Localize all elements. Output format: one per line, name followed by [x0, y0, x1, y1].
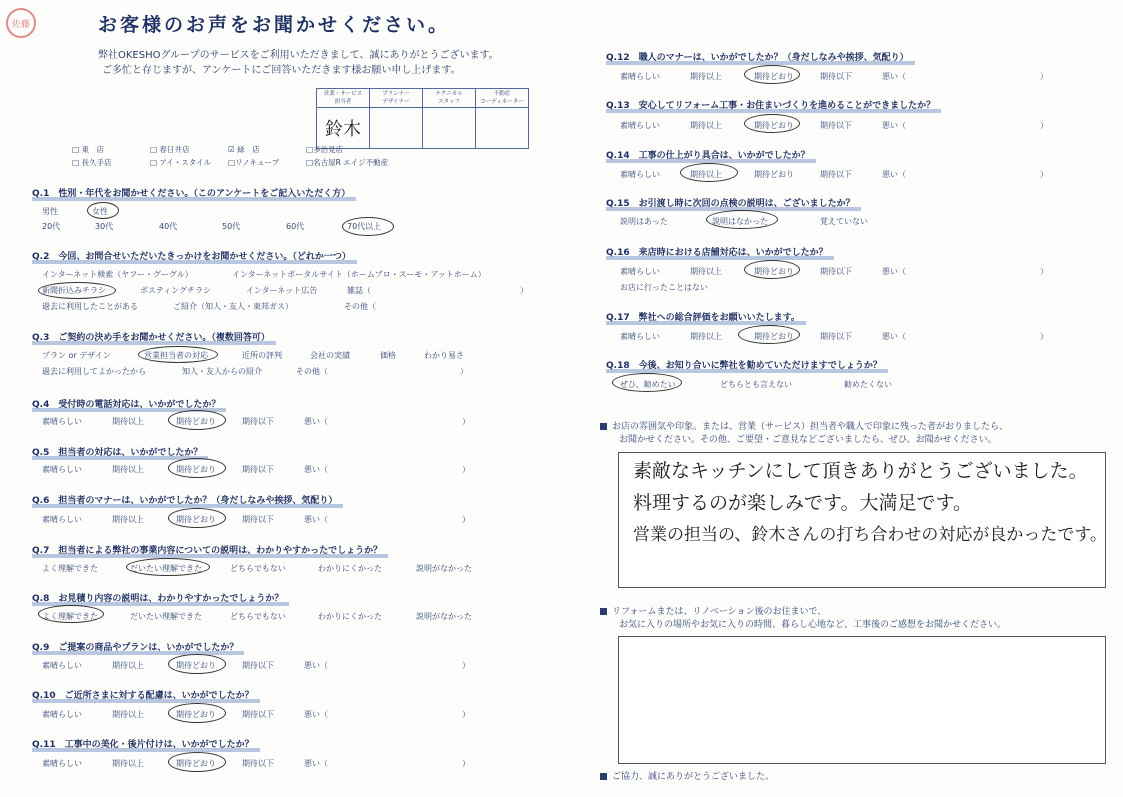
question-q1: Q.1 性別・年代をお聞かせください。（このアンケートをご記入いただく方）: [32, 186, 350, 199]
understanding-option[interactable]: わかりにくかった: [318, 612, 382, 621]
q12-options: [620, 71, 1050, 83]
scale-close: ）: [462, 759, 470, 768]
q18-option[interactable]: 勧めたくない: [844, 380, 892, 389]
answer-circle: [612, 373, 682, 392]
question-q2: Q.2 今回、お問合せいただいたきっかけをお聞かせください。（どれか一つ）: [32, 249, 351, 262]
scale-option[interactable]: 素晴らしい: [42, 465, 82, 474]
scale-close: ）: [462, 417, 470, 426]
scale-option[interactable]: 期待どおり: [176, 417, 216, 426]
answer-circle: [706, 210, 778, 229]
seal-stamp: 佐藤: [6, 8, 36, 38]
q8-options: [42, 611, 482, 623]
scale-option[interactable]: 素晴らしい: [42, 661, 82, 670]
staff-header: テクニカル スタッフ: [423, 89, 476, 108]
q2-option[interactable]: インターネット検索（ヤフー・グーグル）: [42, 270, 193, 279]
scale-option[interactable]: 期待以上: [690, 332, 722, 341]
question-q16: Q.16 来店時における店舗対応は、いかがでしたか？: [606, 245, 828, 258]
scale-option[interactable]: 悪い（: [304, 515, 328, 524]
q2-options: [42, 269, 542, 314]
store-option[interactable]: □ 東 店: [72, 145, 104, 154]
scale-option[interactable]: 期待どおり: [176, 661, 216, 670]
section-marker: [600, 608, 607, 615]
question-q18: Q.18 今後、お知り合いに弊社を勧めていただけますでしょうか？: [606, 358, 882, 371]
answer-circle: [168, 703, 226, 723]
store-option[interactable]: □多治見店: [306, 145, 344, 154]
q11-options: [42, 758, 472, 770]
question-q6: Q.6 担当者のマナーは、いかがでしたか？（身だしなみや挨拶、気配り）: [32, 493, 337, 506]
q3-option[interactable]: 会社の実績: [310, 351, 350, 360]
question-q3: Q.3 ご契約の決め手をお聞かせください。（複数回答可）: [32, 330, 270, 343]
scale-close: ）: [462, 710, 470, 719]
q3-option[interactable]: わかり易さ: [424, 351, 464, 360]
answer-circle: [87, 202, 119, 219]
scale-option[interactable]: 素晴らしい: [620, 72, 660, 81]
scale-option[interactable]: 期待以下: [820, 170, 852, 179]
scale-option[interactable]: 悪い（: [304, 759, 328, 768]
intro-line: 弊社OKESHOグループのサービスをご利用いただきまして、誠にありがとうございます。: [98, 50, 499, 61]
scale-option[interactable]: 期待以上: [112, 417, 144, 426]
scale-option[interactable]: 期待以上: [112, 710, 144, 719]
scale-option[interactable]: 素晴らしい: [42, 710, 82, 719]
understanding-option[interactable]: どちらでもない: [230, 612, 286, 621]
scale-option[interactable]: 素晴らしい: [620, 332, 660, 341]
question-q15: Q.15 お引渡し時に次回の点検の説明は、ございましたか？: [606, 196, 855, 209]
scale-close: ）: [1040, 332, 1048, 341]
q2-option[interactable]: ポスティングチラシ: [140, 286, 212, 295]
scale-option[interactable]: 期待どおり: [754, 267, 794, 276]
q3-option[interactable]: 価格: [380, 351, 396, 360]
answer-circle: [168, 508, 226, 528]
staff-header: プランナー デザイナー: [370, 89, 423, 108]
scale-option[interactable]: 素晴らしい: [42, 759, 82, 768]
scale-close: ）: [462, 515, 470, 524]
scale-option[interactable]: 悪い（: [304, 710, 328, 719]
question-q10: Q.10 ご近所さまに対する配慮は、いかがでしたか？: [32, 688, 254, 701]
scale-option[interactable]: 期待以下: [242, 515, 274, 524]
prompt-line: お店の雰囲気や印象。または、営業（サービス）担当者や職人で印象に残った者がおりましたら、: [612, 422, 1009, 432]
answer-circle: [744, 65, 800, 84]
scale-option[interactable]: 素晴らしい: [42, 515, 82, 524]
question-q4: Q.4 受付時の電話対応は、いかがでしたか？: [32, 397, 220, 410]
understanding-option[interactable]: どちらでもない: [230, 564, 286, 573]
q2-option[interactable]: その他（: [344, 302, 376, 311]
q1-age-60[interactable]: 60代: [286, 222, 305, 231]
q3-option[interactable]: 近所の評判: [242, 351, 282, 360]
answer-circle: [168, 458, 226, 478]
q2-option[interactable]: ご紹介（知人・友人・東邦ガス）: [173, 302, 293, 311]
q16-options: [620, 266, 1050, 278]
scale-option[interactable]: 期待以上: [690, 72, 722, 81]
q3-option[interactable]: その他（: [296, 367, 328, 376]
scale-option[interactable]: 期待以下: [242, 759, 274, 768]
scale-option[interactable]: 期待以下: [242, 710, 274, 719]
q3-option: ）: [460, 367, 468, 376]
q1-male[interactable]: 男性: [42, 207, 58, 216]
scale-option[interactable]: 悪い（: [304, 661, 328, 670]
answer-circle: [38, 282, 116, 299]
q5-options: [42, 464, 472, 476]
comment1-textarea[interactable]: [618, 452, 1106, 588]
scale-option[interactable]: 期待どおり: [754, 72, 794, 81]
understanding-option[interactable]: だいたい理解できた: [130, 564, 202, 573]
q9-options: [42, 660, 472, 672]
understanding-option[interactable]: よく理解できた: [42, 564, 98, 573]
q1-age-20[interactable]: 20代: [42, 222, 61, 231]
scale-close: ）: [1040, 267, 1048, 276]
understanding-option[interactable]: 説明がなかった: [416, 612, 472, 621]
question-q5: Q.5 担当者の対応は、いかがでしたか？: [32, 445, 202, 458]
answer-circle: [168, 410, 226, 430]
q2-option: ）: [520, 286, 528, 295]
answer-circle: [738, 325, 800, 344]
footer-text: ご協力、誠にありがとうございました。: [612, 772, 775, 782]
q3-option[interactable]: 営業担当者の対応: [144, 351, 208, 360]
comment1-prompt: [600, 421, 1008, 447]
scale-option[interactable]: 期待どおり: [176, 710, 216, 719]
answer-circle: [744, 114, 800, 133]
q18-option[interactable]: ぜひ、勧めたい: [620, 380, 676, 389]
scale-option[interactable]: 期待以上: [112, 465, 144, 474]
understanding-option[interactable]: 説明がなかった: [416, 564, 472, 573]
scale-option[interactable]: 素晴らしい: [620, 121, 660, 130]
staff-value-tech[interactable]: [423, 108, 476, 149]
q15-option[interactable]: 覚えていない: [820, 217, 868, 226]
intro-line: ご多忙と存じますが、アンケートにご回答いただきます様お願い申し上げます。: [102, 65, 461, 76]
q2-option[interactable]: 雑誌（: [347, 286, 371, 295]
question-q13: Q.13 安心してリフォーム工事・お住まいづくりを進めることができましたか？: [606, 98, 935, 111]
store-option[interactable]: □名古屋R エイジ不動産: [306, 158, 389, 167]
scale-close: ）: [462, 661, 470, 670]
scale-option[interactable]: 期待以下: [242, 417, 274, 426]
scale-option[interactable]: 悪い（: [882, 332, 906, 341]
q13-options: [620, 120, 1050, 132]
answer-circle: [744, 260, 800, 279]
question-q7: Q.7 担当者による弊社の事業内容についての説明は、わかりやすかったでしょうか？: [32, 543, 382, 556]
q3-option[interactable]: 知人・友人からの紹介: [182, 367, 262, 376]
question-q8: Q.8 お見積り内容の説明は、わかりやすかったでしょうか？: [32, 591, 283, 604]
store-option[interactable]: ☑ 緑 店: [228, 145, 260, 154]
scale-option[interactable]: 期待以下: [242, 661, 274, 670]
section-marker: [600, 423, 607, 430]
q2-option[interactable]: 新聞折込みチラシ: [42, 286, 106, 295]
q2-option[interactable]: インターネット広告: [246, 286, 318, 295]
q6-options: [42, 514, 472, 526]
scale-close: ）: [1040, 72, 1048, 81]
answer-circle: [126, 558, 210, 576]
prompt-line: お聞かせください。その他、ご要望・ご意見などございましたら、ぜひ、お聞かせください。: [619, 435, 997, 445]
scale-close: ）: [462, 465, 470, 474]
q3-option[interactable]: プラン or デザイン: [42, 351, 111, 360]
scale-option[interactable]: 悪い（: [882, 72, 906, 81]
q7-options: [42, 563, 482, 575]
answer-circle: [38, 605, 104, 623]
scale-option[interactable]: 素晴らしい: [620, 267, 660, 276]
answer-circle: [168, 654, 226, 674]
scale-option[interactable]: 素晴らしい: [620, 170, 660, 179]
scale-option[interactable]: 期待以上: [112, 661, 144, 670]
q3-option[interactable]: 過去に利用してよかったから: [42, 367, 146, 376]
scale-option[interactable]: 悪い（: [882, 170, 906, 179]
q4-options: [42, 416, 472, 428]
q2-option[interactable]: インターネットポータルサイト（ホームプロ・スーモ・アットホーム）: [232, 270, 486, 279]
store-option[interactable]: □ アイ・スタイル: [150, 158, 212, 167]
scale-option[interactable]: 期待以下: [820, 267, 852, 276]
q1-age-70[interactable]: 70代以上: [347, 222, 382, 231]
scale-option[interactable]: 悪い（: [882, 121, 906, 130]
scale-option[interactable]: 期待以下: [820, 332, 852, 341]
answer-circle: [342, 217, 394, 236]
handwritten-comment: [633, 455, 1107, 551]
q1-female[interactable]: 女性: [92, 207, 108, 216]
scale-option[interactable]: 悪い（: [304, 465, 328, 474]
section-marker: [600, 773, 607, 780]
page-title: お客様のお声をお聞かせください。: [98, 14, 451, 36]
understanding-option[interactable]: よく理解できた: [42, 612, 98, 621]
store-option[interactable]: □ 長久手店: [72, 158, 112, 167]
scale-option[interactable]: 期待以上: [690, 170, 722, 179]
answer-circle: [680, 163, 738, 182]
scale-option[interactable]: 素晴らしい: [42, 417, 82, 426]
scale-close: ）: [1040, 170, 1048, 179]
answer-circle: [168, 752, 226, 772]
question-q9: Q.9 ご提案の商品やプランは、いかがでしたか？: [32, 640, 238, 653]
question-q14: Q.14 工事の仕上がり具合は、いかがでしたか？: [606, 148, 810, 161]
question-q11: Q.11 工事中の美化・後片付けは、いかがでしたか？: [32, 737, 254, 750]
scale-option[interactable]: 悪い（: [882, 267, 906, 276]
understanding-option[interactable]: だいたい理解できた: [130, 612, 202, 621]
q3-options: [42, 350, 482, 380]
q15-option[interactable]: 説明はなかった: [712, 217, 768, 226]
q10-options: [42, 709, 472, 721]
q1-age-40[interactable]: 40代: [159, 222, 178, 231]
staff-table: [316, 88, 529, 149]
scale-option[interactable]: 悪い（: [304, 417, 328, 426]
comment2-textarea[interactable]: [618, 636, 1106, 764]
scale-option[interactable]: 期待どおり: [176, 759, 216, 768]
scale-option[interactable]: 期待以上: [112, 515, 144, 524]
scale-close: ）: [1040, 121, 1048, 130]
footer-thanks: [600, 771, 774, 784]
q15-option[interactable]: 説明はあった: [620, 217, 668, 226]
scale-option[interactable]: 期待以下: [242, 465, 274, 474]
staff-header: 営業・サービス 担当者: [317, 89, 370, 108]
q17-options: [620, 331, 1050, 343]
q16-extra[interactable]: お店に行ったことはない: [620, 283, 708, 292]
scale-option[interactable]: 期待どおり: [754, 170, 794, 179]
scale-option[interactable]: 期待どおり: [754, 121, 794, 130]
intro-text: [98, 48, 499, 78]
staff-value-sales[interactable]: 鈴木: [317, 108, 370, 149]
scale-option[interactable]: 期待以下: [820, 121, 852, 130]
scale-option[interactable]: 期待以上: [690, 121, 722, 130]
scale-option[interactable]: 期待以下: [820, 72, 852, 81]
staff-value-estate[interactable]: [476, 108, 529, 149]
scale-option[interactable]: 期待どおり: [176, 465, 216, 474]
scale-option[interactable]: 期待以上: [112, 759, 144, 768]
scale-option[interactable]: 期待以上: [690, 267, 722, 276]
store-option[interactable]: □リノキューブ: [228, 158, 280, 167]
question-q12: Q.12 職人のマナーは、いかがでしたか？（身だしなみや挨拶、気配り）: [606, 50, 909, 63]
q1-age-30[interactable]: 30代: [95, 222, 114, 231]
handwritten-line: 営業の担当の、鈴木さんの打ち合わせの対応が良かったです。: [633, 525, 1107, 545]
q2-option[interactable]: 過去に利用したことがある: [42, 302, 138, 311]
store-checklist: [72, 143, 389, 169]
scale-option[interactable]: 期待どおり: [754, 332, 794, 341]
handwritten-line: 素敵なキッチンにして頂きありがとうございました。: [633, 460, 1088, 482]
q1-age-50[interactable]: 50代: [222, 222, 241, 231]
prompt-line: リフォームまたは、リノベーション後のお住まいで、: [612, 607, 827, 617]
answer-circle: [138, 346, 218, 363]
handwritten-line: 料理するのが楽しみです。大満足です。: [633, 492, 972, 514]
q18-option[interactable]: どちらとも言えない: [720, 380, 792, 389]
store-option[interactable]: □ 春日井店: [150, 145, 190, 154]
understanding-option[interactable]: わかりにくかった: [318, 564, 382, 573]
staff-header: 不動産 コーディネーター: [476, 89, 529, 108]
comment2-prompt: [600, 606, 1006, 632]
prompt-line: お気に入りの場所やお気に入りの時間、暮らし心地など、工事後のご感想をお聞かせください。: [619, 620, 1007, 630]
scale-option[interactable]: 期待どおり: [176, 515, 216, 524]
question-q17: Q.17 弊社への総合評価をお願いいたします。: [606, 310, 800, 323]
